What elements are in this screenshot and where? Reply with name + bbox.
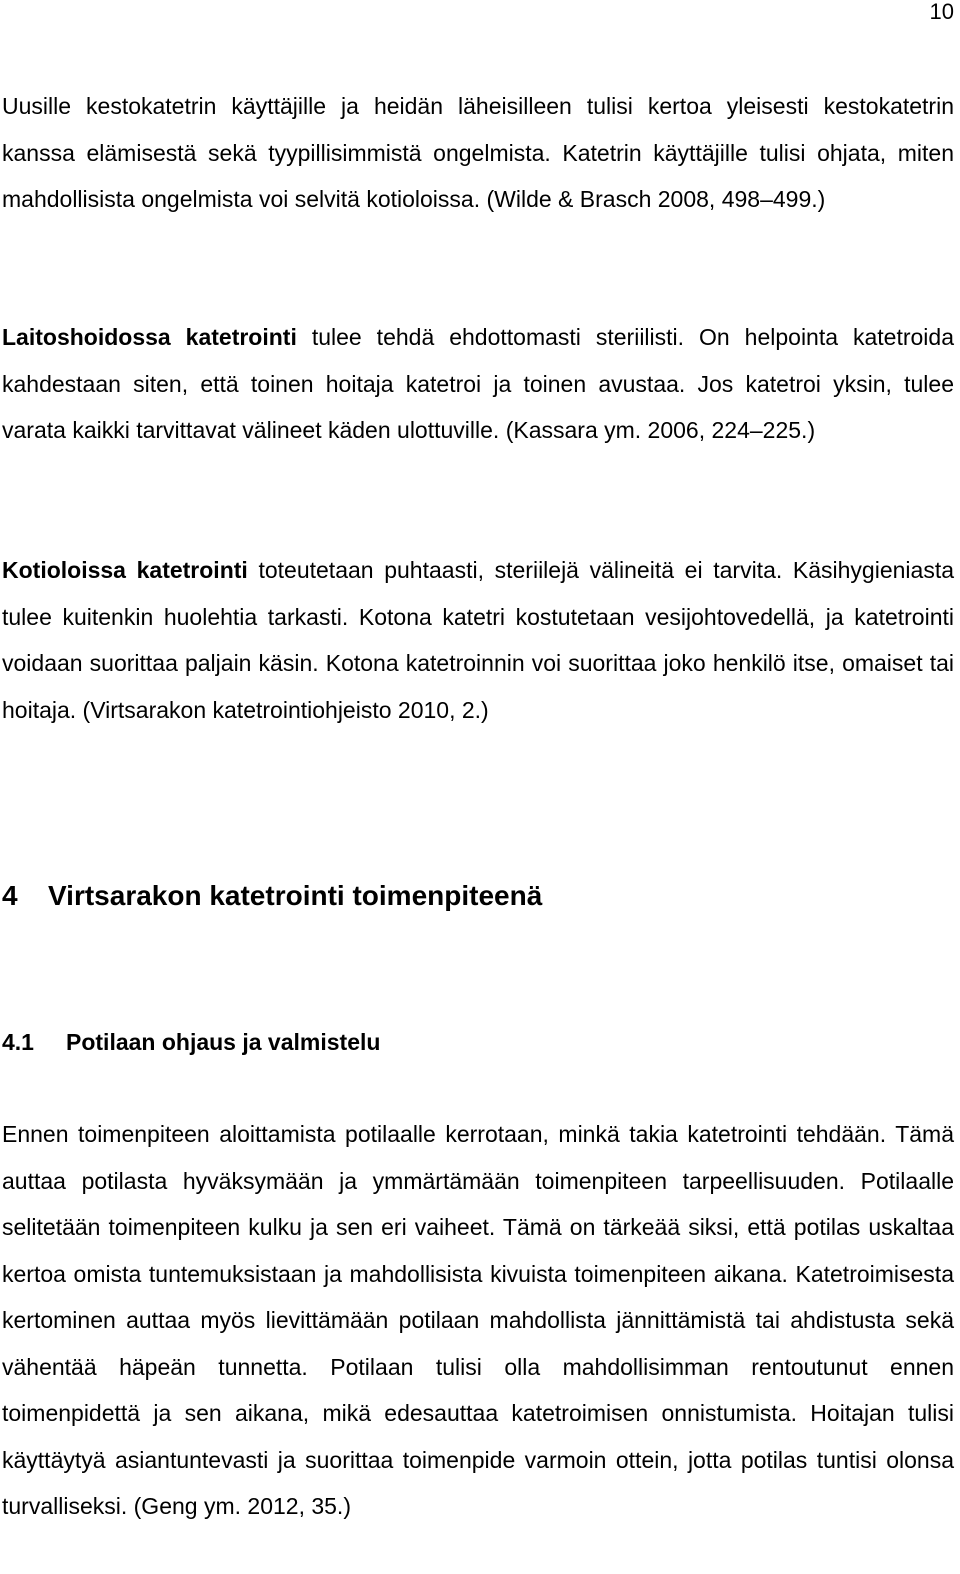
paragraph-text: tulee tehdä ehdottomasti steriilisti. On helpointa katetroida kahdestaan siten, että toinen hoitaja katetroi ja toinen avustaa. Jos katetroi yksin, tulee varata kaikki tarvittavat välineet käden ulottuville. (Kassara ym. 2006, 224–225.) (2, 324, 955, 443)
paragraph-lead-bold: Kotioloissa katetrointi (2, 557, 248, 583)
paragraph-lead-bold: Laitoshoidossa katetrointi (2, 324, 297, 350)
paragraph-patient-guidance (2, 1111, 954, 1530)
section-heading (2, 876, 542, 916)
subsection-title: Potilaan ohjaus ja valmistelu (66, 1029, 381, 1055)
subsection-heading (2, 1024, 380, 1060)
paragraph-intro (2, 83, 954, 223)
subsection-number: 4.1 (2, 1029, 34, 1055)
page-number: 10 (929, 0, 954, 24)
paragraph-home-care (2, 547, 954, 733)
paragraph-text: toteutetaan puhtaasti, steriilejä välineitä ei tarvita. Käsihygieniasta tulee kuitenkin huolehtia tarkasti. Kotona katetri kostutetaan vesijohtovedellä, ja katetrointi voidaan suorittaa paljain käsin. Kotona katetroinnin voi suorittaa joko henkilö itse, omaiset tai hoitaja. (Virtsarakon katetrointiohjeisto 2010, 2.) (2, 557, 955, 723)
section-number: 4 (2, 880, 18, 911)
paragraph-text: Uusille kestokatetrin käyttäjille ja heidän läheisilleen tulisi kertoa yleisesti kestokatetrin kanssa elämisestä sekä tyypillisimmistä ongelmista. Katetrin käyttäjille tulisi ohjata, miten mahdollisista ongelmista voi selvitä kotioloissa. (Wilde & Brasch 2008, 498–499.) (2, 93, 954, 212)
paragraph-institutional-care (2, 314, 954, 454)
paragraph-text: Ennen toimenpiteen aloittamista potilaalle kerrotaan, minkä takia katetrointi tehdään. Tämä auttaa potilasta hyväksymään ja ymmärtämään toimenpiteen tarpeellisuuden. Potilaalle selitetään toimenpiteen kulku ja sen eri vaiheet. Tämä on tärkeää siksi, että potilas uskaltaa kertoa omista tuntemuksistaan ja mahdollisista kivuista toimenpiteen aikana. Katetroimisesta kertominen auttaa myös lievittämään potilaan mahdollista jännittämistä tai ahdistusta sekä vähentää häpeän tunnetta. Potilaan tulisi olla mahdollisimman rentoutunut ennen toimenpidettä ja sen aikana, mikä edesauttaa katetroimisen onnistumista. Hoitajan tulisi käyttäytyä asiantuntevasti ja suorittaa toimenpide varmoin ottein, jotta potilas tuntisi olonsa turvalliseksi. (Geng ym. 2012, 35.) (2, 1121, 954, 1519)
section-title: Virtsarakon katetrointi toimenpiteenä (48, 880, 543, 911)
